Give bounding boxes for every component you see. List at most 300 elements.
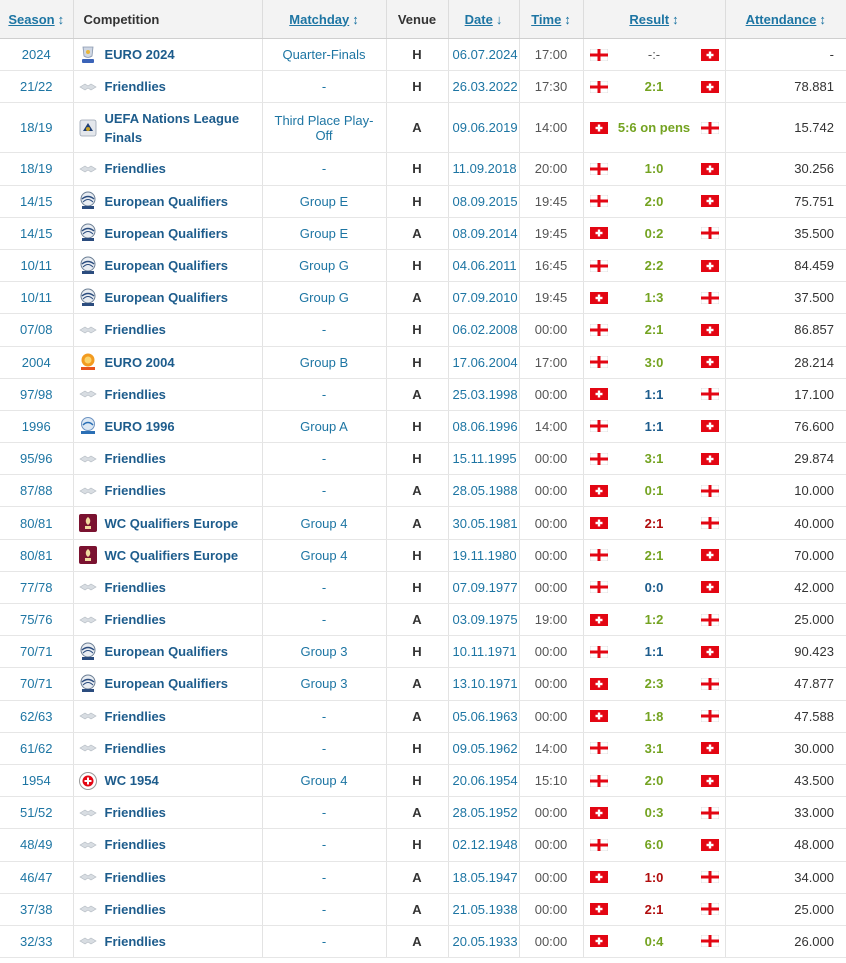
competition-name[interactable]: Friendlies	[104, 805, 166, 821]
date-cell: 07.09.1977	[448, 571, 519, 603]
result-cell[interactable]	[583, 636, 725, 668]
match-score[interactable]: 2:0	[644, 193, 664, 209]
competition-name[interactable]: European Qualifiers	[104, 644, 229, 660]
matchday-cell: -	[262, 153, 386, 185]
date-cell: 08.09.2014	[448, 217, 519, 249]
season-cell[interactable]: 46/47	[0, 861, 73, 893]
time-cell: 19:45	[519, 185, 583, 217]
season-cell[interactable]: 10/11	[0, 282, 73, 314]
season-cell[interactable]: 37/38	[0, 893, 73, 925]
competition-name[interactable]: EURO 1996	[104, 418, 175, 434]
england-flag-icon	[590, 260, 608, 272]
competition-cell[interactable]	[73, 443, 262, 475]
attendance-cell: 35.500	[725, 217, 846, 249]
competition-cell[interactable]	[73, 378, 262, 410]
result-cell[interactable]	[583, 764, 725, 796]
time-cell: 14:00	[519, 103, 583, 153]
match-score[interactable]: -:-	[647, 47, 661, 63]
switzerland-flag-icon	[701, 324, 719, 336]
competition-cell[interactable]	[73, 764, 262, 796]
result-column-header[interactable]: Result ↕	[583, 0, 725, 39]
competition-cell[interactable]	[73, 636, 262, 668]
time-cell: 19:00	[519, 604, 583, 636]
attendance-cell: 78.881	[725, 71, 846, 103]
season-cell[interactable]: 21/22	[0, 71, 73, 103]
time-cell: 00:00	[519, 443, 583, 475]
result-cell[interactable]	[583, 185, 725, 217]
date-cell: 07.09.2010	[448, 282, 519, 314]
switzerland-flag-icon	[590, 710, 608, 722]
match-score[interactable]: 0:1	[644, 483, 664, 499]
date-cell: 10.11.1971	[448, 636, 519, 668]
england-flag-icon	[590, 581, 608, 593]
date-cell: 05.06.1963	[448, 700, 519, 732]
competition-cell[interactable]	[73, 346, 262, 378]
season-cell[interactable]: 97/98	[0, 378, 73, 410]
date-cell: 28.05.1988	[448, 475, 519, 507]
competition-cell[interactable]	[73, 410, 262, 442]
competition-name[interactable]: WC Qualifiers Europe	[104, 547, 239, 563]
matchday-cell: Group A	[262, 410, 386, 442]
attendance-cell: 17.100	[725, 378, 846, 410]
competition-cell[interactable]	[73, 700, 262, 732]
season-cell[interactable]: 2004	[0, 346, 73, 378]
competition-name[interactable]: Friendlies	[104, 869, 166, 885]
match-score[interactable]: 2:3	[644, 676, 664, 692]
attendance-cell: 33.000	[725, 797, 846, 829]
euro-2004-icon	[78, 352, 98, 372]
time-cell: 00:00	[519, 636, 583, 668]
venue-cell: H	[386, 443, 448, 475]
season-cell[interactable]: 07/08	[0, 314, 73, 346]
matchday-column-header[interactable]: Matchday ↕	[262, 0, 386, 39]
match-score[interactable]: 1:1	[644, 386, 664, 402]
matchday-cell: Third Place Play-Off	[262, 103, 386, 153]
time-cell: 14:00	[519, 732, 583, 764]
competition-name[interactable]: Friendlies	[104, 386, 166, 402]
season-cell[interactable]: 95/96	[0, 443, 73, 475]
match-score[interactable]: 2:1	[644, 79, 664, 95]
table-row	[0, 378, 846, 410]
season-cell[interactable]: 18/19	[0, 153, 73, 185]
match-score[interactable]: 1:1	[644, 418, 664, 434]
venue-cell: H	[386, 39, 448, 71]
switzerland-flag-icon	[701, 49, 719, 61]
match-score[interactable]: 1:1	[644, 644, 664, 660]
competition-name[interactable]: European Qualifiers	[104, 193, 229, 209]
table-row	[0, 71, 846, 103]
competition-cell[interactable]	[73, 39, 262, 71]
competition-cell[interactable]	[73, 314, 262, 346]
match-score[interactable]: 2:1	[644, 547, 664, 563]
competition-cell[interactable]	[73, 185, 262, 217]
table-row	[0, 217, 846, 249]
result-cell[interactable]	[583, 893, 725, 925]
sort-icon: ↕	[564, 11, 571, 27]
competition-name[interactable]: European Qualifiers	[104, 258, 229, 274]
european-qualifiers-icon	[78, 223, 98, 243]
table-row	[0, 185, 846, 217]
competition-cell[interactable]	[73, 217, 262, 249]
switzerland-flag-icon	[590, 614, 608, 626]
result-cell[interactable]	[583, 103, 725, 153]
season-cell[interactable]: 48/49	[0, 829, 73, 861]
matchday-cell: -	[262, 71, 386, 103]
result-cell[interactable]	[583, 861, 725, 893]
competition-column-header: Competition	[73, 0, 262, 39]
time-cell: 00:00	[519, 797, 583, 829]
matchday-cell: Group B	[262, 346, 386, 378]
venue-cell: A	[386, 893, 448, 925]
switzerland-flag-icon	[590, 122, 608, 134]
season-cell[interactable]: 1954	[0, 764, 73, 796]
venue-cell: H	[386, 764, 448, 796]
time-cell: 00:00	[519, 861, 583, 893]
competition-cell[interactable]	[73, 893, 262, 925]
competition-cell[interactable]	[73, 797, 262, 829]
season-cell[interactable]: 1996	[0, 410, 73, 442]
friendlies-icon	[78, 159, 98, 179]
competition-cell[interactable]	[73, 103, 262, 153]
table-row	[0, 443, 846, 475]
competition-name[interactable]: Friendlies	[104, 901, 166, 917]
competition-name[interactable]: Friendlies	[104, 933, 166, 949]
time-cell: 00:00	[519, 668, 583, 700]
competition-name[interactable]: Friendlies	[104, 612, 166, 628]
european-qualifiers-icon	[78, 191, 98, 211]
attendance-cell: 15.742	[725, 103, 846, 153]
time-cell: 00:00	[519, 378, 583, 410]
switzerland-flag-icon	[590, 678, 608, 690]
competition-name[interactable]: Friendlies	[104, 161, 166, 177]
competition-name[interactable]: Friendlies	[104, 451, 166, 467]
competition-name[interactable]: Friendlies	[104, 483, 166, 499]
season-cell[interactable]: 2024	[0, 39, 73, 71]
venue-cell: H	[386, 314, 448, 346]
competition-name[interactable]: Friendlies	[104, 322, 166, 338]
venue-cell: H	[386, 410, 448, 442]
friendlies-icon	[78, 738, 98, 758]
england-flag-icon	[590, 775, 608, 787]
table-row	[0, 925, 846, 957]
attendance-cell: 26.000	[725, 925, 846, 957]
venue-cell: H	[386, 732, 448, 764]
result-cell[interactable]	[583, 314, 725, 346]
venue-cell: H	[386, 346, 448, 378]
england-flag-icon	[701, 485, 719, 497]
competition-cell[interactable]	[73, 732, 262, 764]
sort-desc-icon: ↓	[495, 11, 503, 27]
friendlies-icon	[78, 481, 98, 501]
result-cell[interactable]	[583, 507, 725, 539]
european-qualifiers-icon	[78, 674, 98, 694]
date-cell: 17.06.2004	[448, 346, 519, 378]
switzerland-flag-icon	[701, 581, 719, 593]
match-score[interactable]: 2:1	[644, 322, 664, 338]
friendlies-icon	[78, 931, 98, 951]
season-cell[interactable]: 62/63	[0, 700, 73, 732]
result-cell[interactable]	[583, 410, 725, 442]
competition-name[interactable]: WC 1954	[104, 773, 159, 789]
date-cell: 20.06.1954	[448, 764, 519, 796]
matchday-cell: -	[262, 797, 386, 829]
match-score[interactable]: 1:2	[644, 612, 664, 628]
attendance-cell: -	[725, 39, 846, 71]
time-cell: 00:00	[519, 314, 583, 346]
venue-cell: A	[386, 668, 448, 700]
venue-cell: H	[386, 71, 448, 103]
competition-cell[interactable]	[73, 249, 262, 281]
switzerland-flag-icon	[590, 517, 608, 529]
sort-icon: ↕	[352, 11, 359, 27]
competition-cell[interactable]	[73, 153, 262, 185]
date-cell: 15.11.1995	[448, 443, 519, 475]
england-flag-icon	[590, 195, 608, 207]
time-cell: 19:45	[519, 282, 583, 314]
england-flag-icon	[590, 549, 608, 561]
result-cell[interactable]	[583, 443, 725, 475]
date-cell: 02.12.1948	[448, 829, 519, 861]
matchday-cell: Group 4	[262, 507, 386, 539]
result-cell[interactable]	[583, 475, 725, 507]
season-cell[interactable]: 10/11	[0, 249, 73, 281]
result-cell[interactable]	[583, 346, 725, 378]
season-cell[interactable]: 70/71	[0, 668, 73, 700]
result-cell[interactable]	[583, 282, 725, 314]
england-flag-icon	[701, 807, 719, 819]
competition-name[interactable]: Friendlies	[104, 579, 166, 595]
season-cell[interactable]: 80/81	[0, 507, 73, 539]
attendance-cell: 34.000	[725, 861, 846, 893]
match-score[interactable]: 1:0	[644, 161, 664, 177]
result-cell[interactable]	[583, 71, 725, 103]
result-cell[interactable]	[583, 700, 725, 732]
competition-name[interactable]: Friendlies	[104, 79, 166, 95]
time-cell: 00:00	[519, 925, 583, 957]
result-cell[interactable]	[583, 217, 725, 249]
date-cell: 20.05.1933	[448, 925, 519, 957]
match-score[interactable]: 2:1	[644, 515, 664, 531]
result-cell[interactable]	[583, 829, 725, 861]
date-cell: 26.03.2022	[448, 71, 519, 103]
match-score[interactable]: 1:8	[644, 708, 664, 724]
match-score[interactable]: 2:2	[644, 258, 664, 274]
match-score[interactable]: 6:0	[644, 837, 664, 853]
competition-name[interactable]: Friendlies	[104, 837, 166, 853]
switzerland-flag-icon	[701, 453, 719, 465]
result-cell[interactable]	[583, 153, 725, 185]
friendlies-icon	[78, 384, 98, 404]
match-score[interactable]: 2:1	[644, 901, 664, 917]
switzerland-flag-icon	[701, 195, 719, 207]
matchday-cell: Group 3	[262, 668, 386, 700]
competition-cell[interactable]	[73, 925, 262, 957]
sort-icon: ↕	[57, 11, 65, 27]
result-cell[interactable]	[583, 925, 725, 957]
match-score[interactable]: 3:1	[644, 740, 664, 756]
competition-name[interactable]: WC Qualifiers Europe	[104, 515, 239, 531]
venue-cell: H	[386, 153, 448, 185]
attendance-cell: 37.500	[725, 282, 846, 314]
competition-cell[interactable]	[73, 668, 262, 700]
competition-cell[interactable]	[73, 282, 262, 314]
matchday-cell: -	[262, 700, 386, 732]
competition-cell[interactable]	[73, 604, 262, 636]
england-flag-icon	[701, 710, 719, 722]
england-flag-icon	[590, 420, 608, 432]
season-cell[interactable]: 32/33	[0, 925, 73, 957]
england-flag-icon	[701, 292, 719, 304]
result-cell[interactable]	[583, 39, 725, 71]
switzerland-flag-icon	[701, 775, 719, 787]
matchday-cell: -	[262, 893, 386, 925]
table-row	[0, 410, 846, 442]
matchday-cell: Group 3	[262, 636, 386, 668]
season-cell[interactable]: 14/15	[0, 185, 73, 217]
competition-cell[interactable]	[73, 571, 262, 603]
matchday-cell: -	[262, 443, 386, 475]
attendance-cell: 40.000	[725, 507, 846, 539]
season-cell[interactable]: 61/62	[0, 732, 73, 764]
switzerland-flag-icon	[701, 163, 719, 175]
result-cell[interactable]	[583, 604, 725, 636]
competition-cell[interactable]	[73, 829, 262, 861]
time-cell: 00:00	[519, 475, 583, 507]
match-score[interactable]: 5:6 on pens	[617, 120, 691, 136]
match-score[interactable]: 0:3	[644, 805, 664, 821]
wc-qualifiers-icon	[78, 545, 98, 565]
result-cell[interactable]	[583, 571, 725, 603]
competition-cell[interactable]	[73, 71, 262, 103]
competition-cell[interactable]	[73, 475, 262, 507]
time-column-header[interactable]: Time ↕	[519, 0, 583, 39]
england-flag-icon	[590, 742, 608, 754]
result-cell[interactable]	[583, 249, 725, 281]
date-cell: 09.06.2019	[448, 103, 519, 153]
venue-column-header: Venue	[386, 0, 448, 39]
table-row	[0, 604, 846, 636]
match-score[interactable]: 0:4	[644, 933, 664, 949]
date-cell: 03.09.1975	[448, 604, 519, 636]
competition-name[interactable]: EURO 2004	[104, 354, 175, 370]
table-row	[0, 636, 846, 668]
friendlies-icon	[78, 835, 98, 855]
match-score[interactable]: 1:3	[644, 290, 664, 306]
date-cell: 19.11.1980	[448, 539, 519, 571]
table-row	[0, 475, 846, 507]
table-row	[0, 507, 846, 539]
match-score[interactable]: 0:2	[644, 225, 664, 241]
friendlies-icon	[78, 577, 98, 597]
attendance-cell: 47.588	[725, 700, 846, 732]
england-flag-icon	[590, 356, 608, 368]
england-flag-icon	[590, 81, 608, 93]
date-cell: 04.06.2011	[448, 249, 519, 281]
season-cell[interactable]: 70/71	[0, 636, 73, 668]
friendlies-icon	[78, 867, 98, 887]
england-flag-icon	[590, 839, 608, 851]
competition-name[interactable]: European Qualifiers	[104, 676, 229, 692]
venue-cell: A	[386, 217, 448, 249]
matchday-cell: Group 4	[262, 764, 386, 796]
england-flag-icon	[701, 614, 719, 626]
switzerland-flag-icon	[590, 903, 608, 915]
result-cell[interactable]	[583, 797, 725, 829]
england-flag-icon	[701, 122, 719, 134]
competition-name[interactable]: European Qualifiers	[104, 290, 229, 306]
match-score[interactable]: 1:0	[644, 869, 664, 885]
date-cell: 06.02.2008	[448, 314, 519, 346]
season-cell[interactable]: 77/78	[0, 571, 73, 603]
matchday-cell: Group E	[262, 217, 386, 249]
season-column-header[interactable]: Season ↕	[0, 0, 73, 39]
matchday-cell: Group G	[262, 282, 386, 314]
season-cell[interactable]: 18/19	[0, 103, 73, 153]
result-cell[interactable]	[583, 668, 725, 700]
attendance-cell: 25.000	[725, 893, 846, 925]
season-cell[interactable]: 51/52	[0, 797, 73, 829]
competition-cell[interactable]	[73, 539, 262, 571]
england-flag-icon	[590, 324, 608, 336]
venue-cell: A	[386, 282, 448, 314]
match-score[interactable]: 0:0	[644, 579, 664, 595]
european-qualifiers-icon	[78, 256, 98, 276]
england-flag-icon	[701, 517, 719, 529]
competition-name[interactable]: UEFA Nations League Finals	[104, 110, 240, 145]
matchday-cell: -	[262, 732, 386, 764]
season-cell[interactable]: 87/88	[0, 475, 73, 507]
friendlies-icon	[78, 803, 98, 823]
competition-name[interactable]: Friendlies	[104, 708, 166, 724]
time-cell: 19:45	[519, 217, 583, 249]
time-cell: 17:00	[519, 39, 583, 71]
table-row	[0, 893, 846, 925]
date-cell: 08.09.2015	[448, 185, 519, 217]
time-cell: 16:45	[519, 249, 583, 281]
competition-cell[interactable]	[73, 861, 262, 893]
attendance-cell: 75.751	[725, 185, 846, 217]
competition-name[interactable]: EURO 2024	[104, 47, 175, 63]
competition-cell[interactable]	[73, 507, 262, 539]
friendlies-icon	[78, 77, 98, 97]
match-score[interactable]: 2:0	[644, 773, 664, 789]
matchday-cell: Group E	[262, 185, 386, 217]
table-row	[0, 861, 846, 893]
venue-cell: H	[386, 185, 448, 217]
date-column-header[interactable]: Date ↓	[448, 0, 519, 39]
result-cell[interactable]	[583, 539, 725, 571]
matchday-cell: -	[262, 571, 386, 603]
england-flag-icon	[701, 388, 719, 400]
venue-cell: H	[386, 571, 448, 603]
attendance-column-header[interactable]: Attendance ↕	[725, 0, 846, 39]
table-row	[0, 249, 846, 281]
match-score[interactable]: 3:0	[644, 354, 664, 370]
venue-cell: A	[386, 797, 448, 829]
season-cell[interactable]: 80/81	[0, 539, 73, 571]
season-cell[interactable]: 75/76	[0, 604, 73, 636]
switzerland-flag-icon	[590, 227, 608, 239]
competition-name[interactable]: European Qualifiers	[104, 225, 229, 241]
season-cell[interactable]: 14/15	[0, 217, 73, 249]
england-flag-icon	[590, 163, 608, 175]
result-cell[interactable]	[583, 732, 725, 764]
match-score[interactable]: 3:1	[644, 451, 664, 467]
attendance-cell: 70.000	[725, 539, 846, 571]
table-row	[0, 539, 846, 571]
competition-name[interactable]: Friendlies	[104, 740, 166, 756]
result-cell[interactable]	[583, 378, 725, 410]
